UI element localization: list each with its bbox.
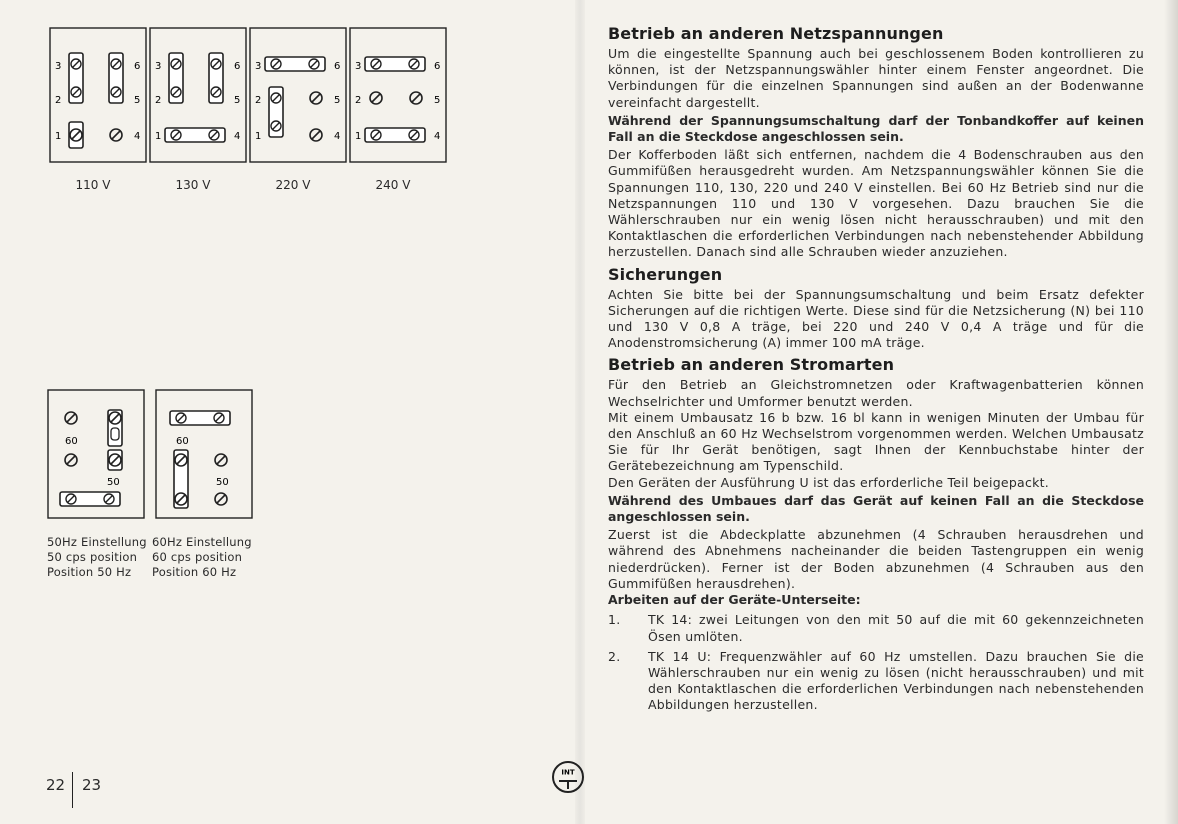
svg-text:3: 3 [355,61,362,72]
subheading-unterseite: Arbeiten auf der Geräte-Unterseite: [608,592,861,608]
svg-text:INT: INT [561,768,575,777]
paragraph-stromarten-4: Zuerst ist die Abdeckplatte abzunehmen (4 Schrauben herausdrehen und während des Abnehmens nacheinander die beiden Tastengruppen ein wenig niederdrücken). Ferner ist der Boden abzunehmen (4 Schrauben aus den Gummifüßen herausdrehen). [608,527,1144,591]
diagram-220v [250,28,346,162]
diagram-50hz [48,390,144,518]
list-text: TK 14 U: Frequenzwähler auf 60 Hz umstellen. Dazu brauchen Sie die Wählerschrauben nur ein wenig zu lösen (nicht herausschrauben) und mit den Kontaktlaschen die erforderlichen Verbindungen nach nebenstehenden Abbildungen herzustellen. [648,648,1144,713]
diagram-60hz [156,390,252,518]
left-page [0,0,580,824]
paragraph-netz-2: Der Kofferboden läßt sich entfernen, nachdem die 4 Bodenschrauben aus den Gummifüßen herausgedreht wurden. Am Netzspannungswähler können Sie die Spannungen 110, 130, 220 und 240 V einstellen. Bei 60 Hz Betrieb sind nur die Netzspannungen 110 und 130 V vorgesehen. Dazu brauchen Sie die Wählerschrauben nur ein wenig lösen nicht herausschrauben) und mit den Kontaktlaschen die erforderlichen Verbindungen nach nebenstehender Abbildung herzustellen. Danach sind alle Schrauben wieder anzuziehen. [608,147,1144,260]
terminal-4: 4 [134,131,141,142]
heading-stromarten: Betrieb an anderen Stromarten [608,355,895,375]
svg-text:4: 4 [234,131,241,142]
voltage-label-130: 130 V [175,178,211,192]
svg-text:50: 50 [107,477,120,488]
diagram-110v [50,28,146,162]
svg-text:2: 2 [255,95,262,106]
svg-text:4: 4 [434,131,441,142]
svg-text:1: 1 [355,131,362,142]
heading-sicherungen: Sicherungen [608,264,723,284]
svg-text:5: 5 [334,95,341,106]
svg-text:6: 6 [434,61,441,72]
heading-netzspannungen: Betrieb an anderen Netzspannungen [608,24,944,43]
terminal-2: 2 [55,95,62,106]
page-edge-shadow [1164,0,1178,824]
svg-text:3: 3 [155,61,162,72]
caption-60hz: 60Hz Einstellung 60 cps position Position 60 Hz [152,535,252,579]
page-number-left: 22 [46,776,66,794]
list-number: 2. [608,648,621,664]
caption-50hz: 50Hz Einstellung 50 cps position Position 50 Hz [47,535,147,579]
paragraph-stromarten-1: Für den Betrieb an Gleichstromnetzen oder Kraftwagenbatterien können Wechselrichter und Umformer benutzt werden. [608,377,1144,409]
page-number-right: 23 [82,776,102,794]
right-page-text [608,24,1144,714]
paragraph-stromarten-2: Mit einem Umbausatz 16 b bzw. 16 bl kann in wenigen Minuten der Umbau für den Anschluß an 60 Hz Wechselstrom vorgenommen werden. Welchen Umbausatz Sie für Ihr Gerät benötigen, sagt Ihnen der Kennbuchstabe hinter der Gerätebezeichnung am Typenschild. [608,409,1144,474]
svg-text:1: 1 [255,131,262,142]
diagram-130v [150,28,246,162]
svg-text:6: 6 [234,61,241,72]
svg-text:2: 2 [355,95,362,106]
svg-text:6: 6 [334,61,341,72]
svg-text:3: 3 [255,61,262,72]
list-item [608,649,1144,714]
page-number-divider [72,772,73,808]
svg-text:50: 50 [216,477,229,488]
diagram-240v [350,28,446,162]
list-text: TK 14: zwei Leitungen von den mit 50 auf die mit 60 gekennzeichneten Ösen umlöten. [648,612,1144,644]
warning-stromarten: Während des Umbaues darf das Gerät auf keinen Fall an die Steckdose angeschlossen sein. [608,492,1144,525]
warning-netz: Während der Spannungsumschaltung darf der Tonbandkoffer auf keinen Fall an die Steckdose angeschlossen sein. [608,112,1144,145]
voltage-label-110: 110 V [75,178,111,192]
terminal-3: 3 [55,61,62,72]
svg-text:60: 60 [65,436,78,447]
terminal-1: 1 [55,131,62,142]
svg-text:4: 4 [334,131,341,142]
svg-text:2: 2 [155,95,162,106]
voltage-selector-diagrams [45,26,455,166]
voltage-label-220: 220 V [275,178,311,192]
terminal-6: 6 [134,61,141,72]
svg-text:5: 5 [234,95,241,106]
voltage-label-240: 240 V [375,178,411,192]
svg-text:60: 60 [176,436,189,447]
list-item [608,612,1144,644]
paragraph-netz-1: Um die eingestellte Spannung auch bei geschlossenem Boden kontrollieren zu können, ist der Netzspannungswähler hinter einem Fenster angeordnet. Die Verbindungen für die einzelnen Spannungen sind außen an der Bodenwanne vereinfacht dargestellt. [608,46,1144,110]
svg-text:1: 1 [155,131,162,142]
frequency-selector-diagrams [45,388,255,523]
svg-text:5: 5 [434,95,441,106]
paragraph-sicherungen: Achten Sie bitte bei der Spannungsumschaltung und beim Ersatz defekter Sicherungen auf die richtigen Werte. Diese sind für die Netzsicherung (N) bei 110 und 130 V 0,8 A träge, bei 220 und 240 V 0,4 A träge und für die Anodenstromsicherung (A) immer 100 mA träge. [608,286,1144,351]
paragraph-stromarten-3: Den Geräten der Ausführung U ist das erforderliche Teil beigepackt. [608,474,1049,490]
terminal-5: 5 [134,95,141,106]
list-number: 1. [608,612,621,628]
